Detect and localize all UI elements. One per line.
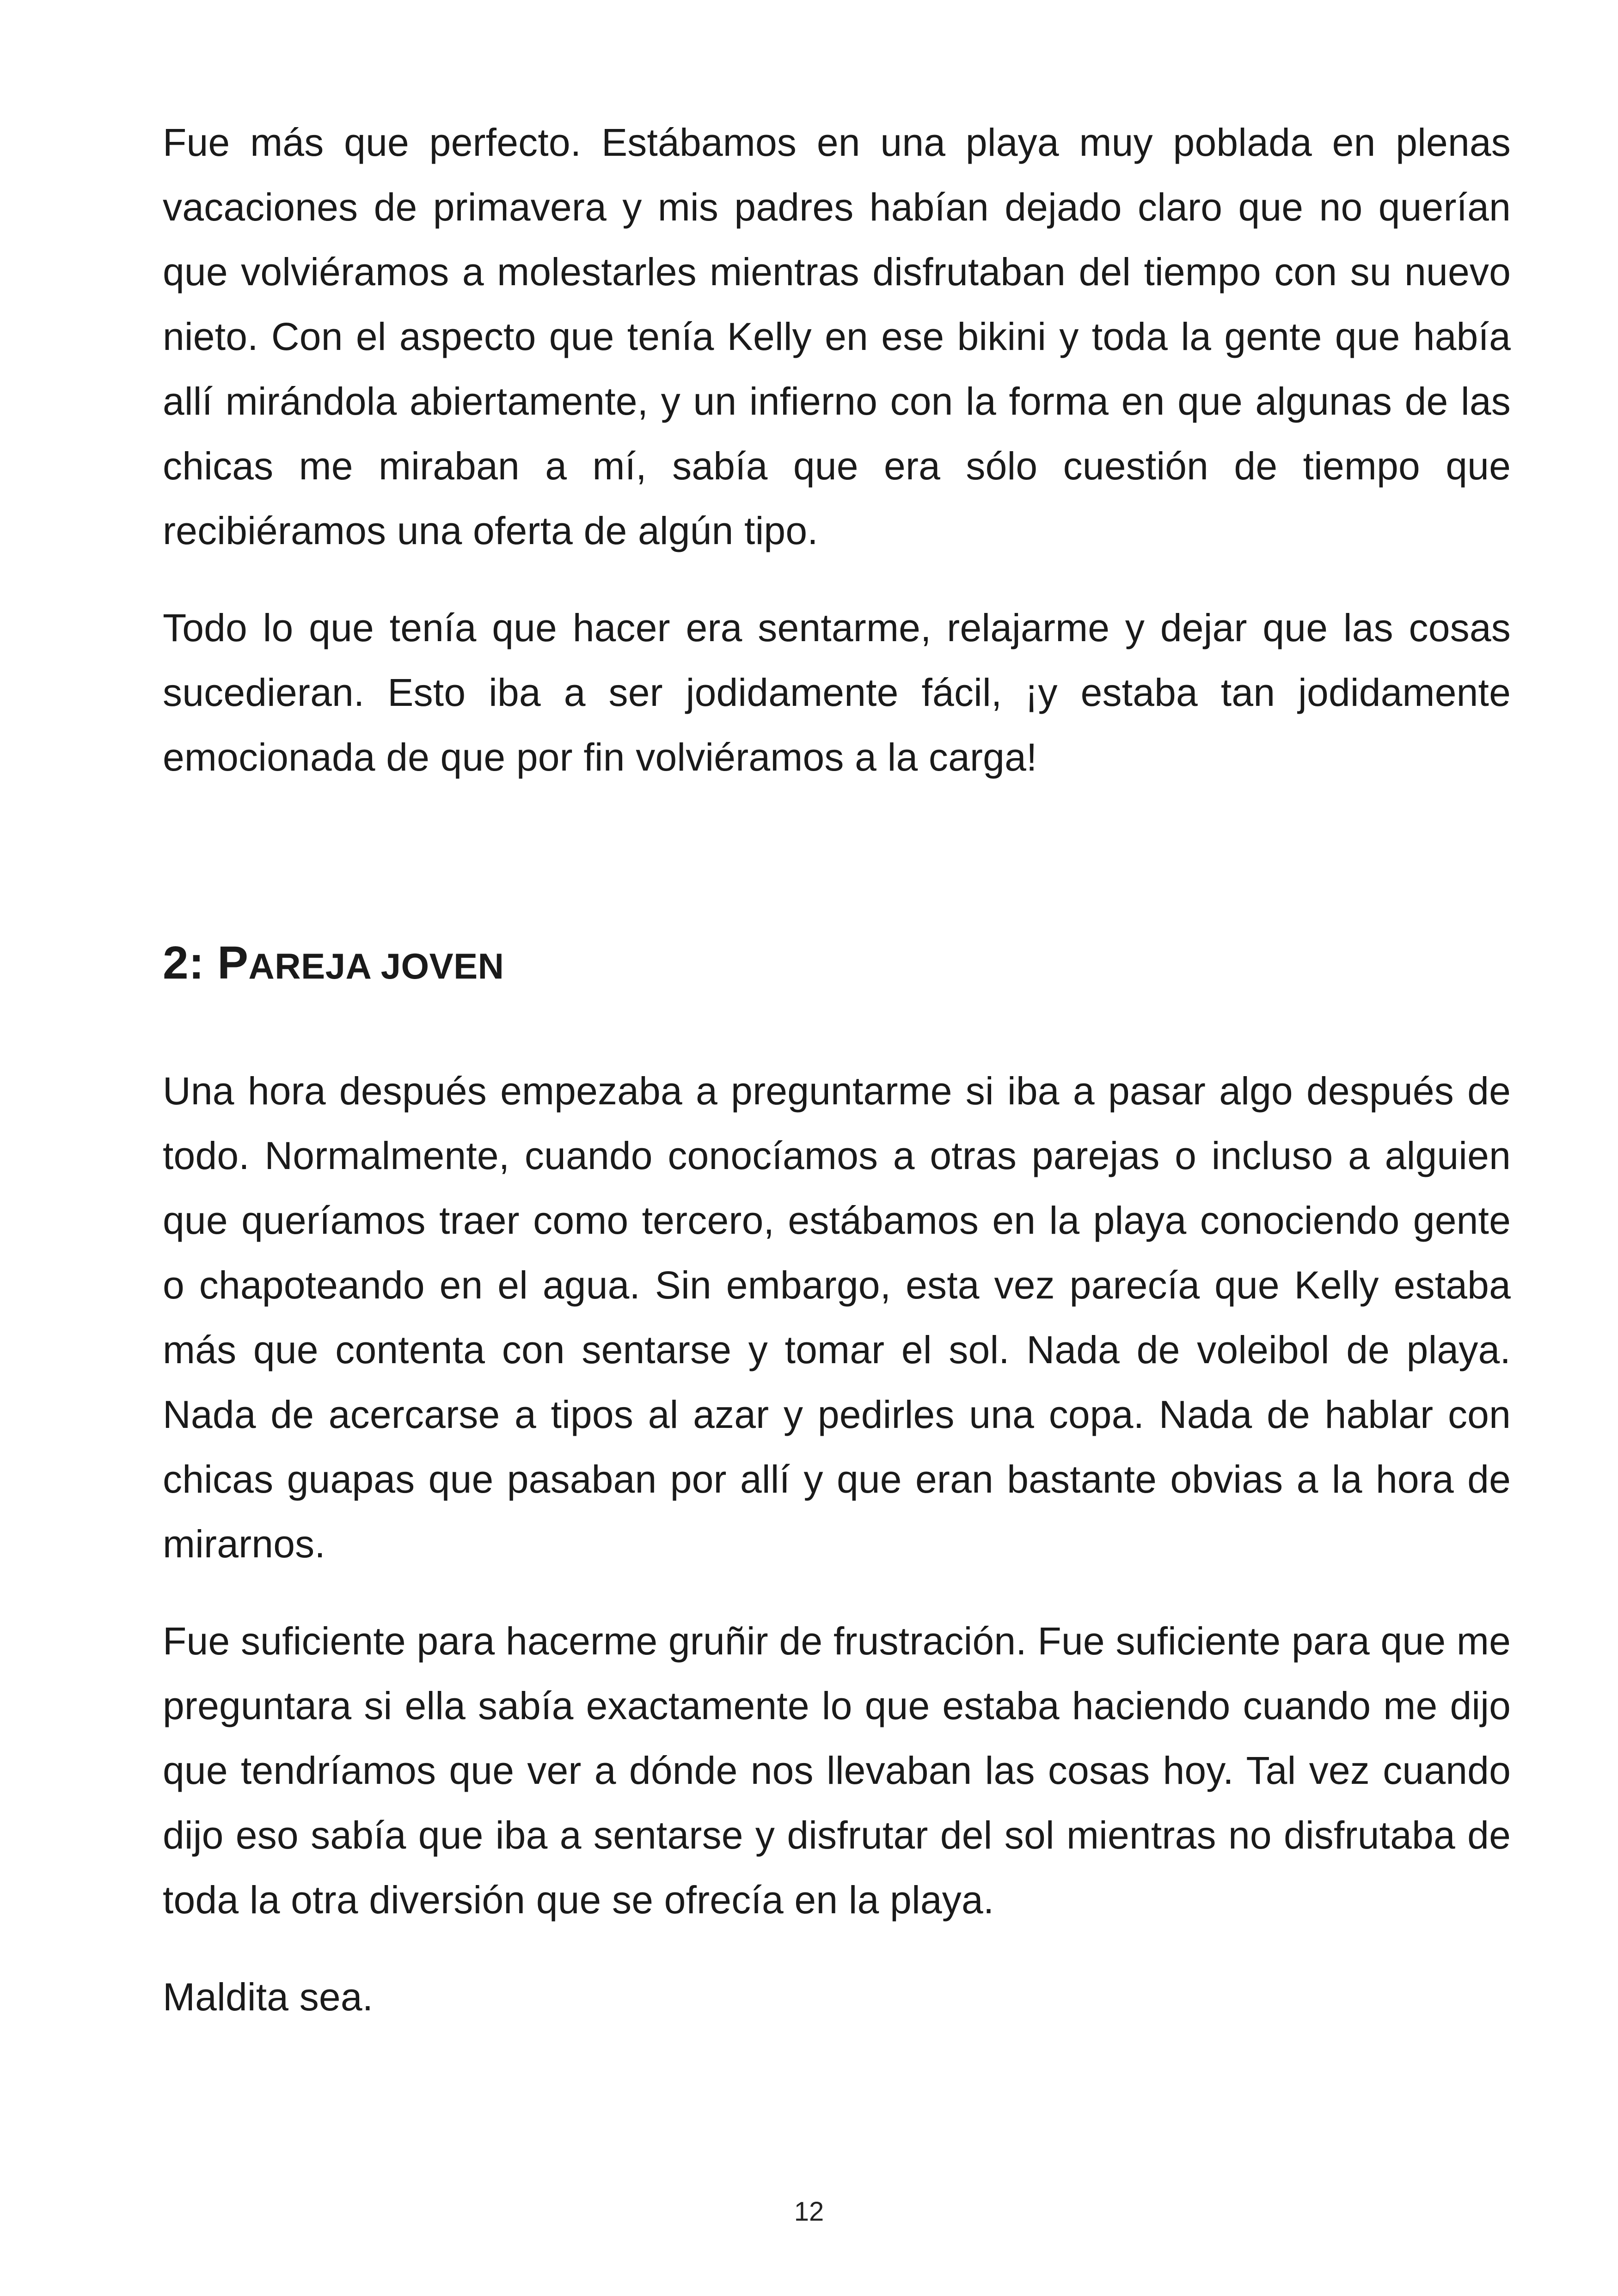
chapter-number: 2: <box>163 937 218 989</box>
page-number: 12 <box>794 2197 824 2227</box>
section-spacer <box>163 790 1511 928</box>
paragraph-maldita: Maldita sea. <box>163 1975 374 2019</box>
paragraph-frustration: Fue suficiente para hacerme gruñir de frustración. Fue suficiente para que me preguntara si ella sabía exactamente lo que estaba haciendo cuando me dijo que tendríamos que ver a dónde nos llevaban las cosas hoy. Tal vez cuando dijo eso sabía que iba a sentarse y disfrutar del sol mientras no disfrutaba de toda la otra diversión que se ofrecía en la playa. <box>163 1619 1511 1922</box>
paragraph-spacer <box>163 1932 1511 1965</box>
text-column <box>163 110 1511 2029</box>
paragraph-spacer <box>163 1576 1511 1609</box>
paragraph-spacer <box>163 563 1511 595</box>
heading-spacer <box>163 1001 1511 1059</box>
chapter-title-initial: P <box>217 937 249 989</box>
paragraph-relax: Todo lo que tenía que hacer era sentarme, relajarme y dejar que las cosas sucedieran. Esto iba a ser jodidamente fácil, ¡y estaba tan jodidamente emocionada de que por fin volviéramos a la carga! <box>163 606 1511 779</box>
paragraph-intro: Fue más que perfecto. Estábamos en una playa muy poblada en plenas vacaciones de primavera y mis padres habían dejado claro que no querían que volviéramos a molestarles mientras disfrutaban del tiempo con su nuevo nieto. Con el aspecto que tenía Kelly en ese bikini y toda la gente que había allí mirándola abiertamente, y un infierno con la forma en que algunas de las chicas me miraban a mí, sabía que era sólo cuestión de tiempo que recibiéramos una oferta de algún tipo. <box>163 121 1511 552</box>
chapter-heading <box>163 928 1511 1001</box>
chapter-title-rest: AREJA JOVEN <box>248 946 504 986</box>
paragraph-hour-later: Una hora después empezaba a preguntarme si iba a pasar algo después de todo. Normalmente, cuando conocíamos a otras parejas o incluso a alguien que queríamos traer como tercero, estábamos en la playa conociendo gente o chapoteando en el agua. Sin embargo, esta vez parecía que Kelly estaba más que contenta con sentarse y tomar el sol. Nada de voleibol de playa. Nada de acercarse a tipos al azar y pedirles una copa. Nada de hablar con chicas guapas que pasaban por allí y que eran bastante obvias a la hora de mirarnos. <box>163 1069 1511 1566</box>
